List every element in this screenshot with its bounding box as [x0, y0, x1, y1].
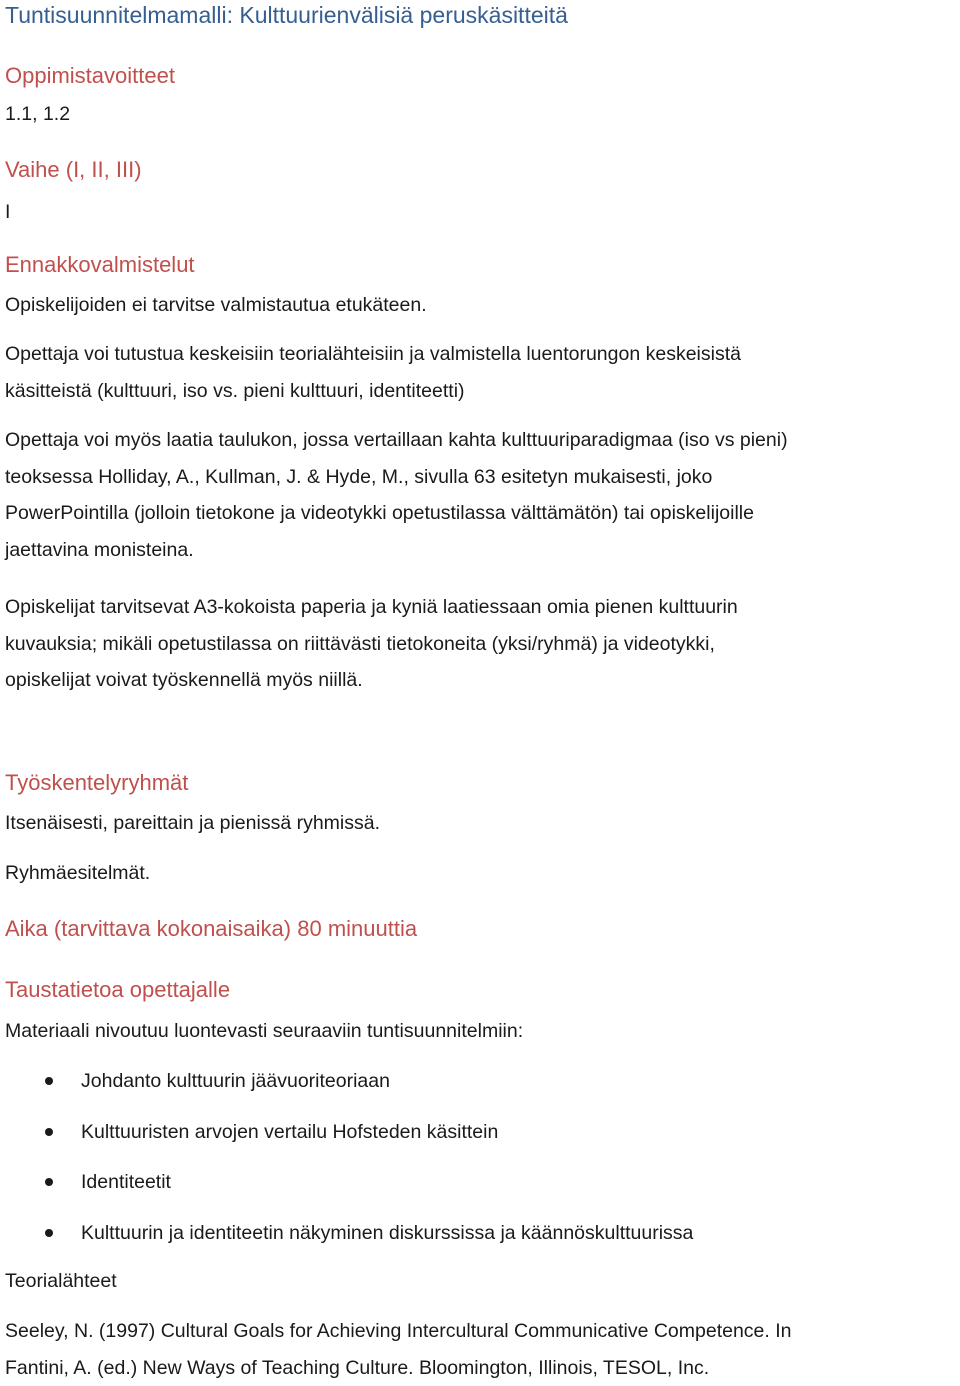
objectives-heading: Oppimistavoitteet: [5, 63, 175, 89]
list-item-text: Kulttuuristen arvojen vertailu Hofsteden käsittein: [81, 1114, 498, 1150]
phase-value: I: [5, 194, 10, 231]
prep-paragraph-3: [5, 589, 957, 699]
paragraph-line: Opettaja voi tutustua keskeisiin teorialähteisiin ja valmistella luentorungon keskeisistä: [5, 336, 957, 373]
paragraph-line: käsitteistä (kulttuuri, iso vs. pieni kulttuuri, identiteetti): [5, 373, 957, 410]
bullet-icon: [45, 1178, 53, 1186]
list-item-text: Identiteetit: [81, 1164, 171, 1200]
groups-line-1: Itsenäisesti, pareittain ja pienissä ryhmissä.: [5, 805, 380, 842]
background-heading: Taustatietoa opettajalle: [5, 977, 230, 1003]
list-item-text: Kulttuurin ja identiteetin näkyminen diskurssissa ja käännöskulttuurissa: [81, 1215, 693, 1251]
sources-heading: Teorialähteet: [5, 1263, 117, 1300]
paragraph-line: opiskelijat voivat työskennellä myös niillä.: [5, 662, 957, 699]
paragraph-line: teoksessa Holliday, A., Kullman, J. & Hyde, M., sivulla 63 esitetyn mukaisesti, joko: [5, 459, 957, 496]
prep-paragraph-1: [5, 336, 957, 409]
time-heading: Aika (tarvittava kokonaisaika) 80 minuuttia: [5, 916, 417, 942]
phase-heading: Vaihe (I, II, III): [5, 157, 142, 183]
groups-line-2: Ryhmäesitelmät.: [5, 855, 150, 892]
objectives-value: 1.1, 1.2: [5, 96, 70, 133]
bullet-icon: [45, 1128, 53, 1136]
paragraph-line: kuvauksia; mikäli opetustilassa on riittävästi tietokoneita (yksi/ryhmä) ja videotykki,: [5, 626, 957, 663]
reference-line: Fantini, A. (ed.) New Ways of Teaching Culture. Bloomington, Illinois, TESOL, Inc.: [5, 1350, 957, 1386]
background-intro: Materiaali nivoutuu luontevasti seuraaviin tuntisuunnitelmiin:: [5, 1013, 523, 1050]
paragraph-line: PowerPointilla (jolloin tietokone ja videotykki opetustilassa välttämätön) tai opiskelijoille: [5, 495, 957, 532]
source-reference: [5, 1313, 957, 1386]
paragraph-line: jaettavina monisteina.: [5, 532, 957, 569]
prep-line: Opiskelijoiden ei tarvitse valmistautua etukäteen.: [5, 287, 427, 324]
prep-paragraph-2: [5, 422, 957, 568]
prep-heading: Ennakkovalmistelut: [5, 252, 195, 278]
reference-line: Seeley, N. (1997) Cultural Goals for Achieving Intercultural Communicative Competence. In: [5, 1313, 957, 1350]
paragraph-line: Opiskelijat tarvitsevat A3-kokoista paperia ja kyniä laatiessaan omia pienen kulttuurin: [5, 589, 957, 626]
bullet-icon: [45, 1229, 53, 1237]
list-item-text: Johdanto kulttuurin jäävuoriteoriaan: [81, 1063, 390, 1099]
paragraph-line: Opettaja voi myös laatia taulukon, jossa vertaillaan kahta kulttuuriparadigmaa (iso vs pieni): [5, 422, 957, 459]
document-title: Tuntisuunnitelmamalli: Kulttuurienvälisiä peruskäsitteitä: [5, 2, 568, 29]
bullet-icon: [45, 1077, 53, 1085]
groups-heading: Työskentelyryhmät: [5, 770, 188, 796]
